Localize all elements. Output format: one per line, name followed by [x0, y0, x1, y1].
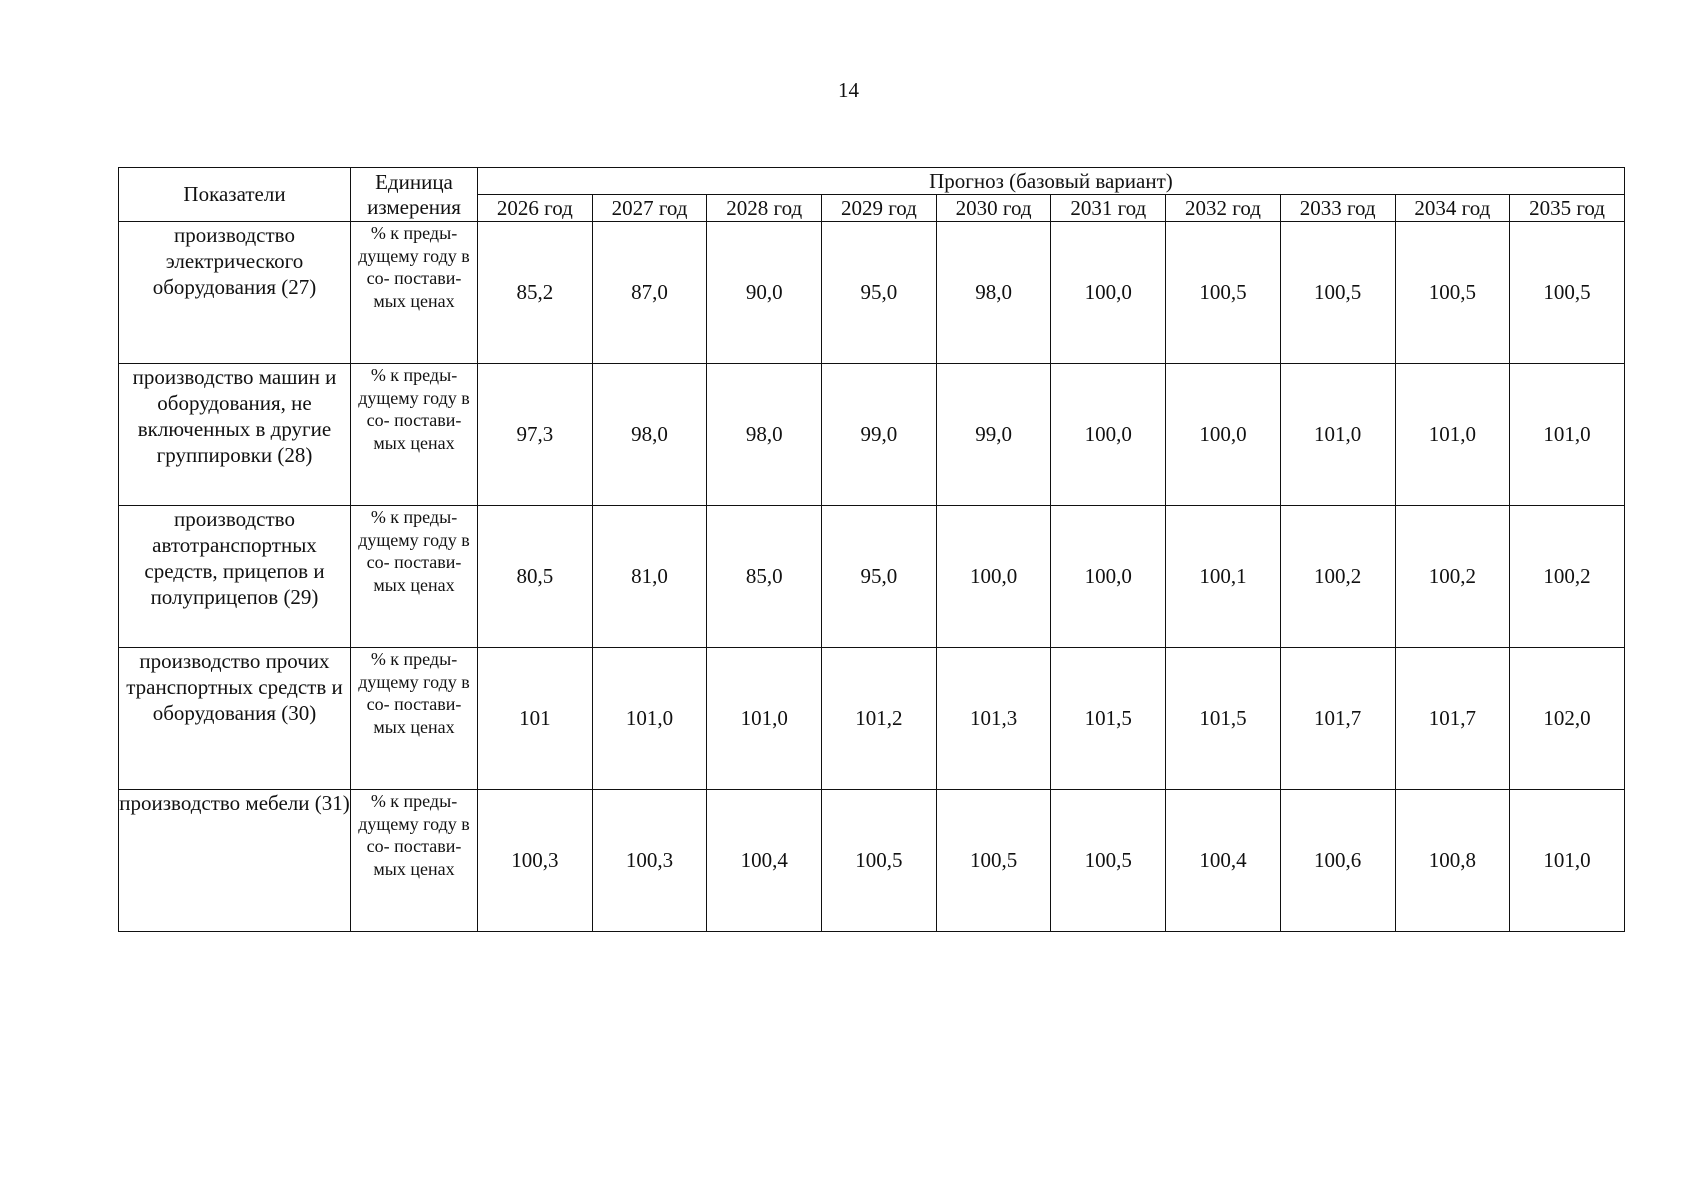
unit-cell: % к преды- дущему году в со- постави- мых ценах [351, 222, 478, 364]
value-cell: 100,3 [592, 790, 707, 932]
value-cell: 100,0 [936, 506, 1051, 648]
value-cell: 100,5 [1051, 790, 1166, 932]
value-cell: 100,1 [1166, 506, 1281, 648]
unit-cell: % к преды- дущему году в со- постави- мых ценах [351, 648, 478, 790]
value-cell: 100,0 [1051, 364, 1166, 506]
indicator-cell: производство электрического оборудования (27) [119, 222, 351, 364]
value-cell: 90,0 [707, 222, 822, 364]
header-year: 2035 год [1510, 195, 1625, 222]
unit-cell: % к преды- дущему году в со- постави- мых ценах [351, 790, 478, 932]
header-year: 2026 год [478, 195, 593, 222]
header-forecast: Прогноз (базовый вариант) [478, 168, 1625, 195]
indicator-cell: производство прочих транспортных средств и оборудования (30) [119, 648, 351, 790]
value-cell: 100,6 [1280, 790, 1395, 932]
value-cell: 101,0 [1510, 790, 1625, 932]
value-cell: 101,5 [1166, 648, 1281, 790]
value-cell: 101,0 [1280, 364, 1395, 506]
value-cell: 100,2 [1510, 506, 1625, 648]
header-year: 2032 год [1166, 195, 1281, 222]
unit-cell: % к преды- дущему году в со- постави- мых ценах [351, 506, 478, 648]
value-cell: 98,0 [936, 222, 1051, 364]
value-cell: 102,0 [1510, 648, 1625, 790]
value-cell: 100,4 [707, 790, 822, 932]
value-cell: 101,7 [1395, 648, 1510, 790]
value-cell: 101,3 [936, 648, 1051, 790]
value-cell: 99,0 [936, 364, 1051, 506]
value-cell: 98,0 [592, 364, 707, 506]
value-cell: 100,5 [1395, 222, 1510, 364]
value-cell: 81,0 [592, 506, 707, 648]
header-indicators: Показатели [119, 168, 351, 222]
value-cell: 100,8 [1395, 790, 1510, 932]
value-cell: 100,5 [1166, 222, 1281, 364]
header-year: 2029 год [822, 195, 937, 222]
value-cell: 100,5 [1280, 222, 1395, 364]
value-cell: 100,5 [822, 790, 937, 932]
value-cell: 100,5 [1510, 222, 1625, 364]
page-number: 14 [838, 78, 859, 102]
value-cell: 101,0 [707, 648, 822, 790]
value-cell: 95,0 [822, 222, 937, 364]
indicator-cell: производство автотранспортных средств, прицепов и полуприцепов (29) [119, 506, 351, 648]
header-year: 2033 год [1280, 195, 1395, 222]
value-cell: 100,2 [1395, 506, 1510, 648]
header-unit: Единица измерения [351, 168, 478, 222]
header-year: 2030 год [936, 195, 1051, 222]
value-cell: 85,0 [707, 506, 822, 648]
value-cell: 101,0 [1395, 364, 1510, 506]
value-cell: 101,2 [822, 648, 937, 790]
header-year: 2031 год [1051, 195, 1166, 222]
value-cell: 95,0 [822, 506, 937, 648]
value-cell: 100,0 [1051, 506, 1166, 648]
header-year: 2034 год [1395, 195, 1510, 222]
value-cell: 101 [478, 648, 593, 790]
value-cell: 100,2 [1280, 506, 1395, 648]
value-cell: 99,0 [822, 364, 937, 506]
value-cell: 100,4 [1166, 790, 1281, 932]
value-cell: 87,0 [592, 222, 707, 364]
value-cell: 100,0 [1166, 364, 1281, 506]
value-cell: 100,0 [1051, 222, 1166, 364]
value-cell: 101,5 [1051, 648, 1166, 790]
value-cell: 98,0 [707, 364, 822, 506]
unit-cell: % к преды- дущему году в со- постави- мых ценах [351, 364, 478, 506]
header-year: 2028 год [707, 195, 822, 222]
indicator-cell: производство мебели (31) [119, 790, 351, 932]
table-row [119, 364, 1625, 506]
table-row [119, 790, 1625, 932]
value-cell: 100,5 [936, 790, 1051, 932]
value-cell: 97,3 [478, 364, 593, 506]
table-row [119, 506, 1625, 648]
forecast-table [118, 167, 1625, 932]
value-cell: 80,5 [478, 506, 593, 648]
header-year: 2027 год [592, 195, 707, 222]
indicator-cell: производство машин и оборудования, не включенных в другие группировки (28) [119, 364, 351, 506]
table-row [119, 648, 1625, 790]
value-cell: 101,0 [1510, 364, 1625, 506]
value-cell: 101,7 [1280, 648, 1395, 790]
value-cell: 100,3 [478, 790, 593, 932]
value-cell: 85,2 [478, 222, 593, 364]
value-cell: 101,0 [592, 648, 707, 790]
table-row [119, 222, 1625, 364]
